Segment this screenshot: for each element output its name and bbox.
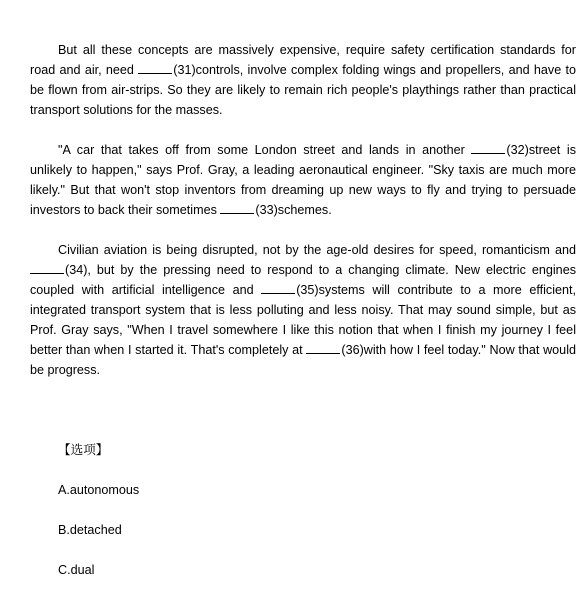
blank-35-number: (35) <box>296 283 319 297</box>
blank-34-number: (34) <box>65 263 88 277</box>
options-heading: 【选项】 <box>58 443 109 457</box>
blank-36-number: (36) <box>341 343 364 357</box>
blank-33-number: (33) <box>255 203 278 217</box>
option-b[interactable]: B.detached <box>58 523 122 537</box>
blank-36[interactable] <box>306 341 340 354</box>
blank-33[interactable] <box>220 201 254 214</box>
p1-text-b: controls, involve complex folding wings and propellers, and have to be flown from air-strips. So they are likely to remain rich people's playthings rather than practical transport solutions for the masses. <box>30 63 576 117</box>
p3-text-c: systems will contribute to a more efficient, integrated transport system that is less polluting and less noisy. That may sound simple, but as Prof. Gray says, "When I travel somewhere I like this notion that when I finish my journey I feel better than when I started it. That's completely at <box>30 283 576 357</box>
p3-text-b: , but by the pressing need to respond to a changing climate. New electric engines coupled with artificial intelligence and <box>30 263 576 297</box>
paragraph-2 <box>30 140 576 220</box>
blank-31-number: (31) <box>173 63 196 77</box>
blank-34[interactable] <box>30 261 64 274</box>
blank-32[interactable] <box>471 141 505 154</box>
blank-32-number: (32) <box>506 143 529 157</box>
paragraph-1 <box>30 40 576 120</box>
p1-text-a: But all these concepts are massively expensive, require safety certification standards for road and air, need <box>30 43 576 77</box>
p2-text-a: "A car that takes off from some London street and lands in another <box>58 143 472 157</box>
p2-text-b: street is unlikely to happen," says Prof. Gray, a leading aeronautical engineer. "Sky taxis are much more likely." But that won't stop inventors from dreaming up new ways to fly and trying to persuade investors to back their sometimes <box>30 143 576 217</box>
p2-text-c: schemes. <box>277 203 332 217</box>
paragraph-3 <box>30 240 576 380</box>
blank-31[interactable] <box>138 61 172 74</box>
blank-35[interactable] <box>261 281 295 294</box>
p3-text-d: with how I feel today." Now that would be progress. <box>30 343 576 377</box>
option-c[interactable]: C.dual <box>58 563 95 577</box>
option-a[interactable]: A.autonomous <box>58 483 140 497</box>
p3-text-a: Civilian aviation is being disrupted, not by the age-old desires for speed, romanticism and <box>58 243 576 257</box>
